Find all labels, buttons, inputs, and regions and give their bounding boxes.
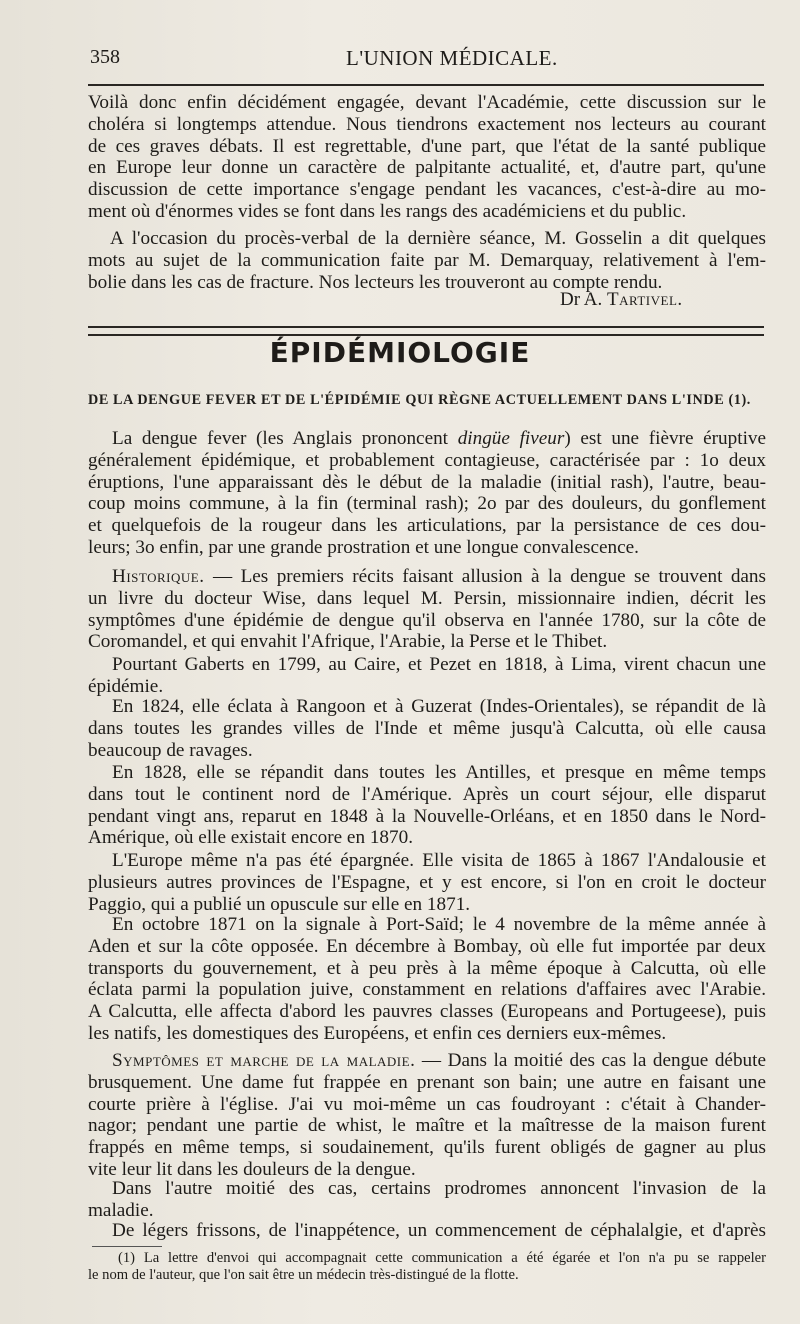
text-line: transports du gouvernement, et à peu près à la même époque à Calcutta, où elle	[88, 957, 766, 979]
text-line: et quelquefois de la rougeur dans les articulations, par la persistance de ces dou-	[88, 515, 766, 537]
text-line: Coromandel, et qui envahit l'Afrique, l'Arabie, la Perse et le Thibet.	[88, 631, 608, 653]
intro-paragraph-1	[88, 92, 766, 223]
text-line: les natifs, les domestiques des Européens, et enfin ces derniers eux-mêmes.	[88, 1022, 667, 1044]
text-line: frappés en même temps, si soudainement, qu'ils furent obligés de gagner au plus	[88, 1137, 766, 1159]
text-line: brusquement. Une dame fut frappée en prenant son bain; une autre en faisant une	[88, 1071, 766, 1093]
text-line: coup moins commune, à la fin (terminal rash); 2o par des douleurs, du gonflement	[88, 493, 766, 515]
section-label-historique: Historique.	[112, 566, 205, 587]
text-line: leurs; 3o enfin, par une grande prostration et une longue convalescence.	[88, 536, 639, 558]
text-line: pendant vingt ans, reparut en 1848 à la Nouvelle-Orléans, et en 1850 dans le Nord-	[88, 805, 766, 827]
text-line: L'Europe même n'a pas été épargnée. Elle visita de 1865 à 1867 l'Andalousie et	[112, 850, 766, 871]
text-line: dans tout le continent nord de l'Amérique. Après un court séjour, elle disparut	[88, 783, 766, 805]
page-number: 358	[90, 46, 120, 68]
text-line: Historique. — Les premiers récits faisant allusion à la dengue se trouvent dans	[112, 566, 766, 587]
footnote-mark: (1).	[728, 392, 751, 408]
section-label-symptomes: Symptômes et marche de la maladie.	[112, 1050, 416, 1071]
text-line: épidémie.	[88, 675, 164, 697]
signature-name: Tartivel.	[606, 289, 683, 310]
article-paragraph-europe	[88, 850, 766, 915]
section-title: ÉPIDÉMIOLOGIE	[269, 336, 531, 369]
article-paragraph-gaberts	[88, 654, 766, 698]
text-line: éruptions, l'une apparaissant dès le début de la maladie (initial rash), l'autre, beau-	[88, 471, 766, 493]
text-line: ment où d'énormes vides se font dans les rangs des académiciens et du public.	[88, 200, 687, 222]
text-line: A l'occasion du procès-verbal de la dernière séance, M. Gosselin a dit quelques	[110, 228, 766, 249]
article-paragraph-1871	[88, 914, 766, 1045]
header-rule	[88, 84, 764, 86]
article-paragraph-symptomes	[88, 1050, 766, 1181]
article-subtitle	[88, 392, 766, 409]
text-line: symptômes d'une épidémie de dengue qu'il observa en l'année 1780, sur la côte de	[88, 609, 766, 631]
text-line: En octobre 1871 on la signale à Port-Saïd; le 4 novembre de la même année à	[112, 914, 766, 935]
text-line: Symptômes et marche de la maladie. — Dans la moitié des cas la dengue débute	[112, 1050, 766, 1071]
text-line: Amérique, où elle existait encore en 1870.	[88, 827, 414, 849]
text-line: Voilà donc enfin décidément engagée, devant l'Académie, cette discussion sur le	[88, 92, 766, 113]
page-header	[88, 44, 768, 74]
text-line: mots au sujet de la communication faite par M. Demarquay, relativement à l'em-	[88, 250, 766, 271]
footnote-line: (1) La lettre d'envoi qui accompagnait cette communication a été égarée et l'on n'a pu se rappeler	[118, 1250, 766, 1266]
article-paragraph-1828	[88, 762, 766, 849]
footnote	[88, 1250, 766, 1284]
text-line: Aden et sur la côte opposée. En décembre à Bombay, où elle fut importée par deux	[88, 935, 766, 957]
text-line: courte prière à l'église. J'ai vu moi-même un cas foudroyant : c'était à Chander-	[88, 1093, 766, 1115]
signature	[560, 289, 683, 311]
text-line: un livre du docteur Wise, dans lequel M. Persin, missionnaire indien, décrit les	[88, 587, 766, 609]
section-divider	[88, 326, 764, 336]
article-paragraph-autre	[88, 1178, 766, 1222]
text-line: Pourtant Gaberts en 1799, au Caire, et Pezet en 1818, à Lima, virent chacun une	[112, 654, 766, 675]
footnote-line: le nom de l'auteur, que l'on sait être un médecin très-distingué de la flotte.	[88, 1267, 519, 1283]
text-line: de ces graves débats. Il est regrettable, d'une part, que l'état de la santé publique	[88, 135, 766, 157]
article-paragraph-1824	[88, 696, 766, 761]
intro-paragraph-2-cont	[88, 250, 766, 294]
signature-prefix: Dr A.	[560, 289, 603, 310]
text-line: En 1824, elle éclata à Rangoon et à Guzerat (Indes-Orientales), se répandit de là	[112, 696, 766, 717]
text-line: plusieurs autres provinces de l'Espagne, et y est encore, si l'on en croit le docteur	[88, 871, 766, 893]
text-line: De légers frissons, de l'inappétence, un commencement de céphalalgie, et d'après	[112, 1220, 766, 1241]
intro-paragraph-2	[110, 228, 766, 250]
text-line: A Calcutta, elle affecta d'abord les pauvres classes (Europeans and Portugeese), puis	[88, 1001, 766, 1023]
text-line: éclata parmi la population juive, constamment en relations d'affaires avec l'Arabie.	[88, 979, 766, 1001]
italic-pronunciation: dingüe fiveur	[457, 428, 565, 449]
footnote-rule	[92, 1246, 162, 1247]
text-line: nagor; pendant une partie de whist, le maître et la maîtresse de la maison furent	[88, 1115, 766, 1137]
journal-title: L'UNION MÉDICALE.	[346, 46, 558, 70]
article-paragraph-legers	[88, 1220, 766, 1242]
text-line: discussion de cette importance s'engage pendant les vacances, c'est-à-dire au mo-	[88, 179, 766, 201]
text-line: généralement épidémique, et probablement contagieuse, caractérisée par : 1o deux	[88, 449, 766, 471]
text-line: vite leur lit dans les douleurs de la dengue.	[88, 1158, 416, 1180]
text-line: dans toutes les grandes villes de l'Inde et même jusqu'à Calcutta, où elle causa	[88, 717, 766, 739]
text-line: En 1828, elle se répandit dans toutes les Antilles, et presque en même temps	[112, 762, 766, 783]
article-paragraph-definition	[88, 428, 766, 559]
text-line: bolie dans les cas de fracture. Nos lecteurs les trouveront au compte rendu.	[88, 271, 663, 293]
text-line: beaucoup de ravages.	[88, 739, 253, 761]
text-line: Dans l'autre moitié des cas, certains prodromes annoncent l'invasion de la	[112, 1178, 766, 1199]
text-line: en Europe leur donne un caractère de palpitante actualité, et, d'autre part, qu'une	[88, 157, 766, 179]
text-line: choléra si longtemps attendue. Nous tiendrons exactement nos lecteurs au courant	[88, 113, 766, 135]
text-line: La dengue fever (les Anglais prononcent dingüe fiveur) est une fièvre éruptive	[112, 428, 767, 449]
text-line: maladie.	[88, 1199, 154, 1221]
article-paragraph-historique	[88, 566, 766, 653]
text-line: Paggio, qui a publié un opuscule sur elle en 1871.	[88, 893, 471, 915]
subtitle-text: DE LA DENGUE FEVER ET DE L'ÉPIDÉMIE QUI RÈGNE ACTUELLEMENT DANS L'INDE	[88, 392, 725, 408]
